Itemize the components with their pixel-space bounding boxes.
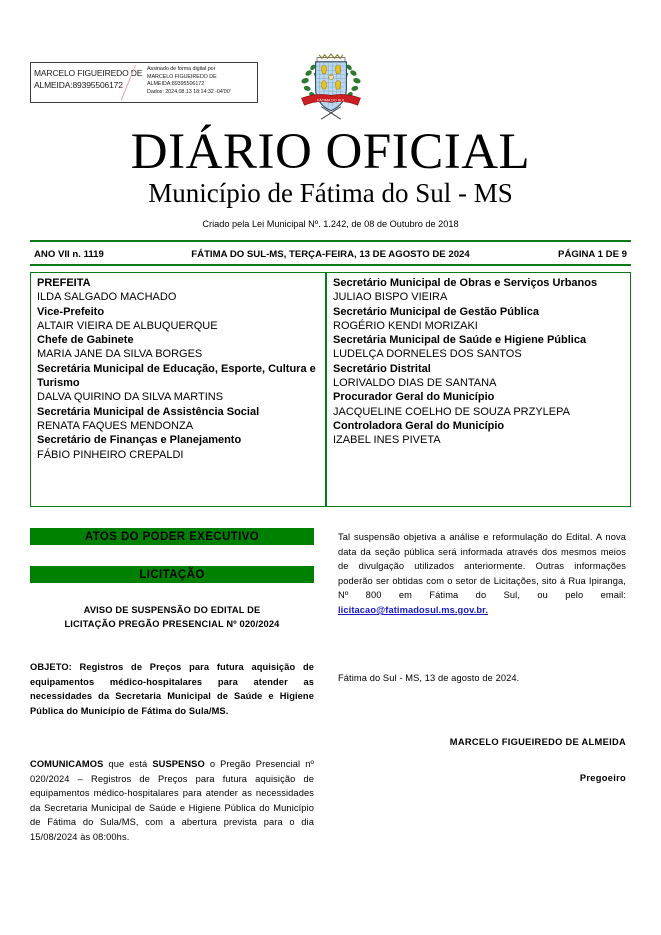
officials-column-right <box>333 276 623 448</box>
comunicamos-mid: que está <box>103 759 153 769</box>
official-name: MARIA JANE DA SILVA BORGES <box>37 348 203 361</box>
issue-place-date: FÁTIMA DO SUL-MS, TERÇA-FEIRA, 13 DE AGOSTO DE 2024 <box>191 248 470 260</box>
official-name: JULIAO BISPO VIEIRA <box>333 291 448 304</box>
official-role: PREFEITA <box>37 277 91 289</box>
official-name: ALTAIR VIEIRA DE ALBUQUERQUE <box>37 319 218 332</box>
crest-motto-text: FÁTIMA DO SUL <box>317 98 345 103</box>
creation-law-line: Criado pela Lei Municipal Nº. 1.242, de 08 de Outubro de 2018 <box>202 219 459 229</box>
digital-signature-stamp <box>30 62 258 103</box>
official-role: Chefe de Gabinete <box>37 334 134 347</box>
comunicamos-paragraph <box>30 757 314 845</box>
suspenso-label: SUSPENSO <box>152 759 205 769</box>
signature-detail-line3: ALMEIDA:89395506172 <box>147 81 205 88</box>
official-name: ROGÉRIO KENDI MORIZAKI <box>333 319 478 332</box>
issue-info-bar <box>30 240 631 266</box>
official-name: LUDELÇA DORNELES DOS SANTOS <box>333 348 522 361</box>
official-name: DALVA QUIRINO DA SILVA MARTINS <box>37 391 224 404</box>
page-subtitle: Município de Fátima do Sul - MS <box>148 178 513 208</box>
official-role: Secretária Municipal de Saúde e Higiene Pública <box>333 334 587 347</box>
suspension-explanation-text: Tal suspensão objetiva a análise e reformulação do Edital. A nova data da seção pública será informada através dos mesmos meios de divulgação utilizados anteriormente. Outras informações poderão ser obtidas com o setor de Licitações, sito á Rua Ipiranga, Nº 800 em Fátima do Sul, ou pelo email: <box>338 532 626 601</box>
signature-detail-line4: Dados: 2024.08.13 18:14:32 -04'00' <box>147 88 231 95</box>
official-role: Procurador Geral do Município <box>333 391 495 404</box>
objeto-label: OBJETO: <box>30 662 72 672</box>
signature-detail-line2: MARCELO FIGUEIREDO DE <box>147 73 217 80</box>
signature-signer-line1: MARCELO FIGUEIREDO DE <box>34 68 143 78</box>
notice-title-line1: AVISO DE SUSPENSÃO DO EDITAL DE <box>83 605 261 615</box>
place-date-line: Fátima do Sul - MS, 13 de agosto de 2024. <box>338 673 520 683</box>
official-name: ILDA SALGADO MACHADO <box>37 291 177 304</box>
official-role: Secretária Municipal de Assistência Social <box>37 405 260 418</box>
page-indicator: PÁGINA 1 DE 9 <box>558 248 627 260</box>
officials-column-left <box>37 276 321 462</box>
official-role: Controladora Geral do Município <box>333 419 505 432</box>
section-banner-atos-do-poder-executivo: ATOS DO PODER EXECUTIVO <box>30 528 314 545</box>
signature-detail-line1: Assinado de forma digital por <box>147 66 216 72</box>
comunicamos-rest: o Pregão Presencial nº 020/2024 – Registros de Preços para futura aquisição de equipamentos médico-hospitalares para atender as necessidades da Secretaria Municipal de Saúde e Higiene Pública do Município de Fátima do Sula/MS, com a abertura prevista para o dia 15/08/2024 às 08:00hs. <box>30 759 314 842</box>
notice-title-line2: LICITAÇÃO PREGÃO PRESENCIAL Nº 020/2024 <box>64 618 280 629</box>
signer-name: MARCELO FIGUEIREDO DE ALMEIDA <box>449 737 626 747</box>
suspension-explanation-paragraph <box>338 530 626 618</box>
comunicamos-label: COMUNICAMOS <box>30 759 104 769</box>
official-role: Secretário Municipal de Gestão Pública <box>333 305 540 318</box>
official-name: JACQUELINE COELHO DE SOUZA PRZYLEPA <box>333 405 570 418</box>
official-role: Secretário Municipal de Obras e Serviços Urbanos <box>333 277 598 289</box>
official-name: FÁBIO PINHEIRO CREPALDI <box>37 448 184 461</box>
objeto-text: Registros de Preços para futura aquisição de equipamentos médico-hospitalares para atender as necessidades da Secretaria Municipal de Saúde e Higiene Pública do Município de Fátima do Sula/MS. <box>30 662 314 716</box>
officials-column-divider <box>325 273 327 506</box>
official-role: Secretário Distrital <box>333 362 431 375</box>
official-name: LORIVALDO DIAS DE SANTANA <box>333 377 497 390</box>
coat-of-arms-icon <box>296 52 366 122</box>
issue-year-number: ANO VII n. 1119 <box>34 248 104 260</box>
official-name: RENATA FAQUES MENDONZA <box>37 419 194 432</box>
licitacao-email-link[interactable]: licitacao@fatimadosul.ms.gov.br. <box>338 604 489 615</box>
signature-signer-line2: ALMEIDA:89395506172 <box>34 79 123 90</box>
official-role: Secretário de Finanças e Planejamento <box>37 434 242 447</box>
official-name: IZABEL INES PIVETA <box>333 434 441 447</box>
section-banner-licitacao: LICITAÇÃO <box>30 566 314 583</box>
official-role: Secretária Municipal de Educação, Esporte, Cultura e Turismo <box>37 362 316 390</box>
official-role: Vice-Prefeito <box>37 305 105 318</box>
objeto-paragraph <box>30 660 314 718</box>
page-title: DIÁRIO OFICIAL <box>130 124 531 180</box>
officials-table <box>30 272 631 507</box>
signer-role: Pregoeiro <box>579 773 626 783</box>
notice-title <box>30 604 314 631</box>
signature-details <box>147 66 257 96</box>
